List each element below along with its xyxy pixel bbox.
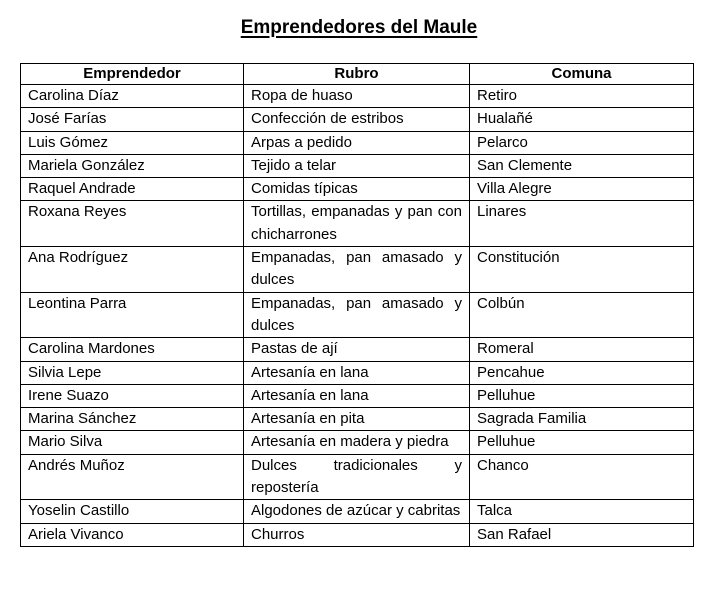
cell-rubro: Empanadas, pan amasado y dulces (244, 292, 470, 338)
cell-emprendedor: Silvia Lepe (21, 361, 244, 384)
cell-comuna: Pelarco (470, 131, 694, 154)
table-row (21, 454, 694, 500)
cell-rubro: Artesanía en lana (244, 384, 470, 407)
entrepreneurs-table (20, 63, 694, 547)
cell-emprendedor: Roxana Reyes (21, 201, 244, 247)
table-header-row (21, 64, 694, 85)
table-row (21, 131, 694, 154)
cell-rubro: Ropa de huaso (244, 85, 470, 108)
table-row (21, 500, 694, 523)
cell-emprendedor: Irene Suazo (21, 384, 244, 407)
cell-emprendedor: José Farías (21, 108, 244, 131)
cell-comuna: Pelluhue (470, 384, 694, 407)
cell-rubro: Artesanía en pita (244, 408, 470, 431)
table-row (21, 201, 694, 247)
table-row (21, 338, 694, 361)
cell-rubro: Empanadas, pan amasado y dulces (244, 247, 470, 293)
table-row (21, 384, 694, 407)
cell-comuna: Pelluhue (470, 431, 694, 454)
table-row (21, 292, 694, 338)
cell-rubro: Tortillas, empanadas y pan con chicharrones (244, 201, 470, 247)
cell-emprendedor: Carolina Mardones (21, 338, 244, 361)
table-row (21, 154, 694, 177)
table-row (21, 247, 694, 293)
cell-emprendedor: Luis Gómez (21, 131, 244, 154)
cell-emprendedor: Yoselin Castillo (21, 500, 244, 523)
cell-comuna: Linares (470, 201, 694, 247)
cell-rubro: Pastas de ají (244, 338, 470, 361)
cell-rubro: Artesanía en madera y piedra (244, 431, 470, 454)
cell-rubro: Comidas típicas (244, 178, 470, 201)
cell-rubro: Confección de estribos (244, 108, 470, 131)
header-comuna: Comuna (470, 64, 694, 85)
cell-emprendedor: Marina Sánchez (21, 408, 244, 431)
cell-comuna: San Clemente (470, 154, 694, 177)
cell-comuna: Chanco (470, 454, 694, 500)
cell-comuna: Colbún (470, 292, 694, 338)
cell-comuna: Romeral (470, 338, 694, 361)
cell-emprendedor: Raquel Andrade (21, 178, 244, 201)
cell-rubro: Dulces tradicionales y repostería (244, 454, 470, 500)
table-row (21, 108, 694, 131)
cell-emprendedor: Ana Rodríguez (21, 247, 244, 293)
table-row (21, 178, 694, 201)
cell-rubro: Arpas a pedido (244, 131, 470, 154)
cell-emprendedor: Carolina Díaz (21, 85, 244, 108)
cell-rubro: Tejido a telar (244, 154, 470, 177)
cell-comuna: Retiro (470, 85, 694, 108)
cell-comuna: Villa Alegre (470, 178, 694, 201)
cell-comuna: Talca (470, 500, 694, 523)
cell-comuna: San Rafael (470, 523, 694, 546)
table-row (21, 523, 694, 546)
cell-rubro: Churros (244, 523, 470, 546)
table-row (21, 361, 694, 384)
cell-rubro: Algodones de azúcar y cabritas (244, 500, 470, 523)
document-title: Emprendedores del Maule (240, 17, 478, 38)
cell-emprendedor: Leontina Parra (21, 292, 244, 338)
cell-emprendedor: Andrés Muñoz (21, 454, 244, 500)
cell-comuna: Pencahue (470, 361, 694, 384)
header-rubro: Rubro (244, 64, 470, 85)
cell-comuna: Constitución (470, 247, 694, 293)
header-emprendedor: Emprendedor (21, 64, 244, 85)
cell-emprendedor: Ariela Vivanco (21, 523, 244, 546)
cell-emprendedor: Mariela González (21, 154, 244, 177)
cell-emprendedor: Mario Silva (21, 431, 244, 454)
cell-comuna: Hualañé (470, 108, 694, 131)
table-row (21, 408, 694, 431)
cell-comuna: Sagrada Familia (470, 408, 694, 431)
table-row (21, 431, 694, 454)
table-row (21, 85, 694, 108)
cell-rubro: Artesanía en lana (244, 361, 470, 384)
